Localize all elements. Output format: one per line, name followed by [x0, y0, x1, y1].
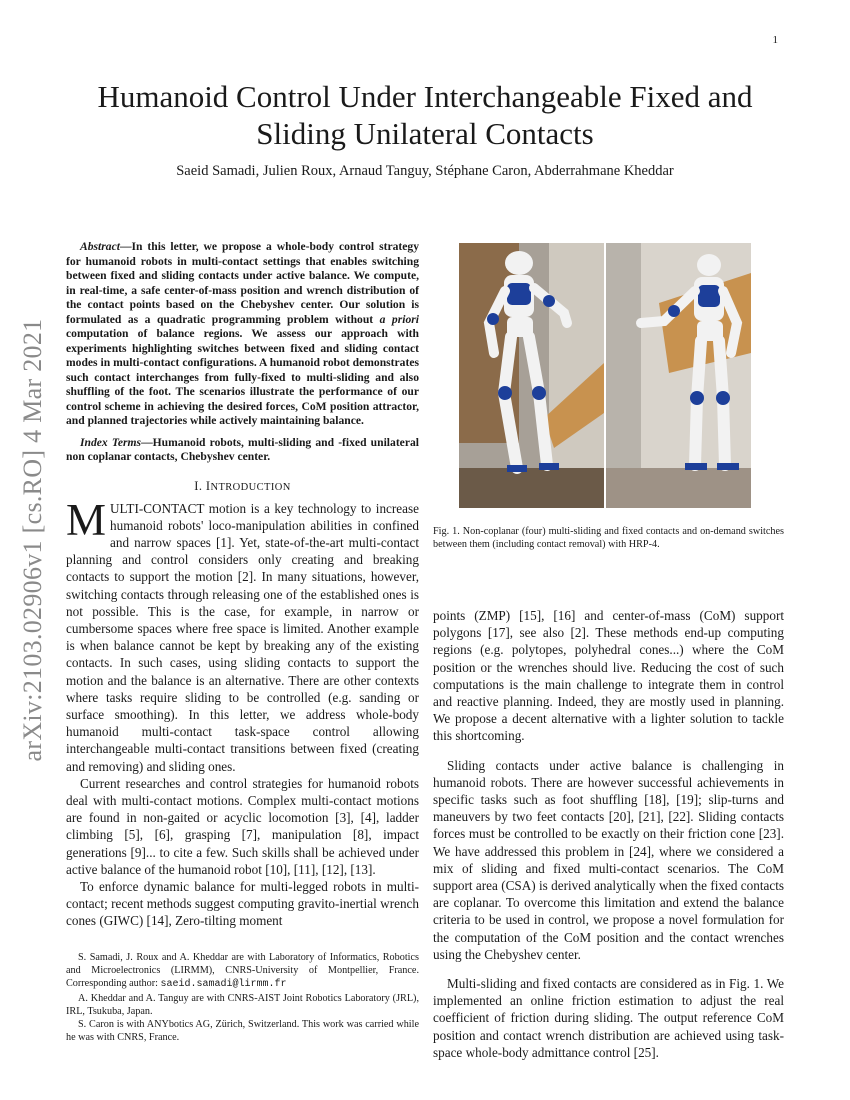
- section-numeral: I.: [194, 478, 206, 493]
- abstract-text: —In this letter, we propose a whole-body control strategy for humanoid robots in multi-contact settings that enables switching between fixed and sliding contacts under active balance. We compute, in real-time, a safe center-of-mass position and wrench distribution of the contact points based on the Chebyshev center. Our solution is formulated as a quadratic programming problem without: [66, 240, 419, 326]
- paper-title: Humanoid Control Under Interchangeable Fixed and Sliding Unilateral Contacts: [97, 79, 753, 151]
- arxiv-identifier-text: arXiv:2103.02906v1 [cs.RO] 4 Mar 2021: [18, 318, 47, 762]
- arxiv-identifier: [8, 300, 58, 780]
- abstract: [66, 240, 419, 429]
- footnote-affiliation-3: S. Caron is with ANYbotics AG, Zürich, Switzerland. This work was carried while he was with CNRS, France.: [66, 1019, 419, 1044]
- right-paragraph-1: points (ZMP) [15], [16] and center-of-mass (CoM) support polygons [17], see also [2]. These methods end-up computing regions (e.g. polytopes, polyhedral cones...) where the CoM position or the wrenches should live. Reducing the cost of such computations is the main challenge to integrate them in control and reactive planning. Indeed, they are mostly used in planning. We propose a decent alternative with a lighter solution to tackle this shortcoming.: [433, 608, 784, 744]
- floor-right: [606, 468, 751, 508]
- intro-text-1: motion is a key technology to increase humanoid robots' loco-manipulation abilities in confined and narrow spaces [1]. Yet, state-of-the-art multi-contact planning and control considers only creating and breaking contacts to support the motion [2]. In many situations, however, switching contacts through releasing one of the established ones is not possible. This is the case, for example, in narrow or cumbersome spaces where free space is limited. Another example is when balance cannot be kept by breaking any of the existing contacts. In such cases, using sliding contacts to support the motion and the balance is an alternative. There are other contexts where tasks require sliding to be controlled (e.g. sanding or surface smoothing). In this letter, we address whole-body humanoid multi-contact task-space control allowing interchangeable multi-contact transitions between fixed (creating and removing) and sliding ones.: [66, 500, 419, 774]
- drop-cap: M: [66, 494, 107, 545]
- footnote-affiliation-2: A. Kheddar and A. Tanguy are with CNRS-AIST Joint Robotics Laboratory (JRL), IRL, Tsukuba, Japan.: [66, 992, 419, 1017]
- footnote-affiliation-1: [66, 951, 419, 992]
- abstract-italic: a priori: [379, 312, 419, 326]
- author-list: Saeid Samadi, Julien Roux, Arnaud Tanguy, Stéphane Caron, Abderrahmane Kheddar: [176, 163, 674, 179]
- section-first-letter: I: [205, 478, 211, 493]
- footnotes: [66, 951, 419, 1044]
- footnote-text-1: S. Samadi, J. Roux and A. Kheddar are with Laboratory of Informatics, Robotics and Microelectronics (LIRMM), CNRS-University of Montpellier, France. Corresponding author:: [66, 952, 419, 990]
- intro-paragraph-2: Current researches and control strategies for humanoid robots deal with multi-contact motions. Complex multi-contact motions are found in non-gaited or acyclic locomotion [3], [4], ladder climbing [5], [6], grasping [7], manipulation [8], impact generations [9]... to cite a few. Such skills shall be achieved under active balance of the humanoid robot [10], [11], [12], [13].: [66, 775, 419, 877]
- floor-left: [459, 468, 604, 508]
- robot-photo-illustration: [459, 243, 751, 508]
- intro-smallcaps: ULTI-CONTACT: [110, 500, 205, 516]
- right-paragraph-3: Multi-sliding and fixed contacts are considered as in Fig. 1. We implemented an online friction estimation to adjust the real coefficient of friction during sliding. The output reference CoM position and contact wrench distribution are achieved using task-space whole-body admittance control [25].: [433, 976, 784, 1060]
- figure-1-caption: Fig. 1. Non-coplanar (four) multi-sliding and fixed contacts and on-demand switches between them (including contact removal) with HRP-4.: [433, 526, 784, 550]
- intro-paragraph-1: [66, 494, 419, 775]
- index-terms: [66, 436, 419, 465]
- right-paragraph-2: Sliding contacts under active balance is challenging in humanoid robots. There are however successful achievements in specific tasks such as foot shuffling [18], [19]; slip-turns and maneuvers by two feet contacts [20], [21], [22]. Sliding contacts forces must be controlled to be exactly on their friction cone [23]. We have addressed this problem in [24], where we considered a mix of sliding and fixed multi-contact scenarios. The CoM support area (CSA) is derived analytically when the fixed contacts are coplanar. To overcome this limitation and extend the balance criteria to be used in control, we propose a novel formulation for the computation of the CoM position and the contact wrenches using the Chebyshev center.: [433, 757, 784, 962]
- index-terms-text: —Humanoid robots, multi-sliding and -fixed unilateral non coplanar contacts, Chebyshev center.: [66, 435, 419, 463]
- author-email: saeid.samadi@lirmm.fr: [160, 979, 287, 991]
- right-column: [433, 240, 784, 1061]
- page-number: 1: [772, 34, 778, 46]
- abstract-text-cont: computation of balance regions. We assess our approach with experiments highlighting switches between fixed and sliding contact modes in multi-contact configurations. A humanoid robot demonstrates such contact interchanges from fully-fixed to multi-sliding and also shuffling of the foot. The scenarios illustrate the performance of our control scheme in achieving the desired forces, CoM position attractor, and planned trajectories while actively maintaining balance.: [66, 327, 419, 427]
- left-column: [66, 240, 419, 930]
- figure-1-photo: [459, 243, 751, 508]
- intro-paragraph-3: To enforce dynamic balance for multi-legged robots in multi-contact; recent methods suggest computing gravito-inertial wrench cones (GIWC) [14], Zero-tilting moment: [66, 878, 419, 929]
- index-terms-label: Index Terms: [80, 435, 142, 449]
- section-heading-introduction: [66, 479, 419, 494]
- abstract-label: Abstract: [80, 240, 120, 253]
- section-title-rest: NTRODUCTION: [210, 481, 291, 493]
